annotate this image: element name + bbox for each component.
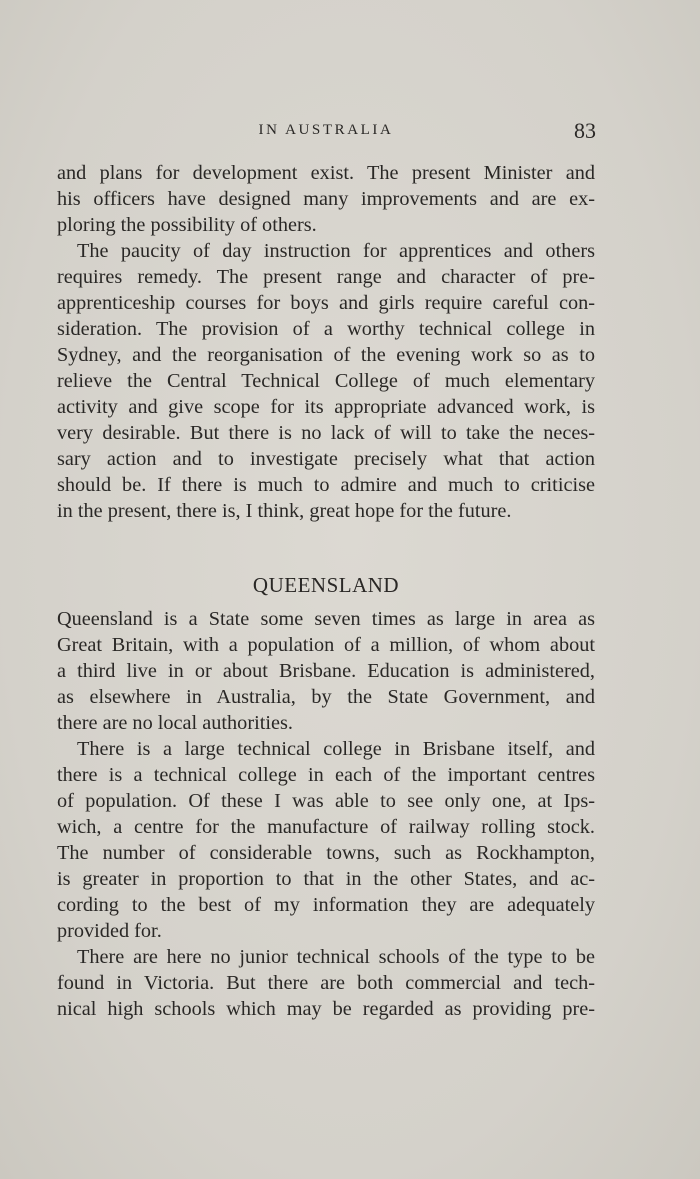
text-line: Great Britain, with a population of a million, of whom about	[57, 634, 595, 656]
text-line: There is a large technical college in Brisbane itself, and	[77, 738, 595, 760]
running-head	[56, 118, 596, 148]
paragraph	[57, 944, 595, 1022]
page-number: 83	[574, 118, 596, 143]
text-line: sideration. The provision of a worthy technical college in	[57, 318, 595, 340]
text-line: as elsewhere in Australia, by the State Government, and	[57, 686, 595, 708]
text-line: wich, a centre for the manufacture of railway rolling stock.	[57, 816, 595, 838]
text-line: relieve the Central Technical College of much elementary	[57, 370, 595, 392]
text-line: there are no local authorities.	[57, 712, 293, 734]
text-line: and plans for development exist. The present Minister and	[57, 162, 595, 184]
running-title: IN AUSTRALIA	[258, 122, 394, 138]
text-line: activity and give scope for its appropriate advanced work, is	[57, 396, 595, 418]
text-line: There are here no junior technical schools of the type to be	[77, 946, 595, 968]
section-heading: QUEENSLAND	[252, 573, 400, 597]
paragraph	[57, 160, 595, 238]
body-text	[57, 160, 595, 1022]
text-line: provided for.	[57, 920, 162, 942]
paragraph	[57, 606, 595, 736]
text-line: of population. Of these I was able to see only one, at Ips-	[57, 790, 595, 812]
text-line: cording to the best of my information they are adequately	[57, 894, 595, 916]
text-line: ploring the possibility of others.	[57, 214, 317, 236]
text-line: The paucity of day instruction for apprentices and others	[77, 240, 595, 262]
text-line: Sydney, and the reorganisation of the evening work so as to	[57, 344, 595, 366]
text-line: sary action and to investigate precisely what that action	[57, 448, 595, 470]
text-line: there is a technical college in each of the important centres	[57, 764, 595, 786]
paragraph	[57, 238, 595, 524]
text-line: nical high schools which may be regarded as providing pre-	[57, 998, 595, 1020]
text-line: The number of considerable towns, such as Rockhampton,	[57, 842, 595, 864]
text-line: in the present, there is, I think, great hope for the future.	[57, 500, 512, 522]
text-line: Queensland is a State some seven times as large in area as	[57, 608, 595, 630]
paragraph	[57, 736, 595, 944]
text-line: is greater in proportion to that in the other States, and ac-	[57, 868, 595, 890]
text-line: a third live in or about Brisbane. Education is administered,	[57, 660, 595, 682]
text-line: should be. If there is much to admire and much to criticise	[57, 474, 595, 496]
text-line: requires remedy. The present range and character of pre-	[57, 266, 595, 288]
text-line: his officers have designed many improvements and are ex-	[57, 188, 595, 210]
text-line: found in Victoria. But there are both commercial and tech-	[57, 972, 595, 994]
text-line: apprenticeship courses for boys and girls require careful con-	[57, 292, 595, 314]
text-line: very desirable. But there is no lack of will to take the neces-	[57, 422, 595, 444]
